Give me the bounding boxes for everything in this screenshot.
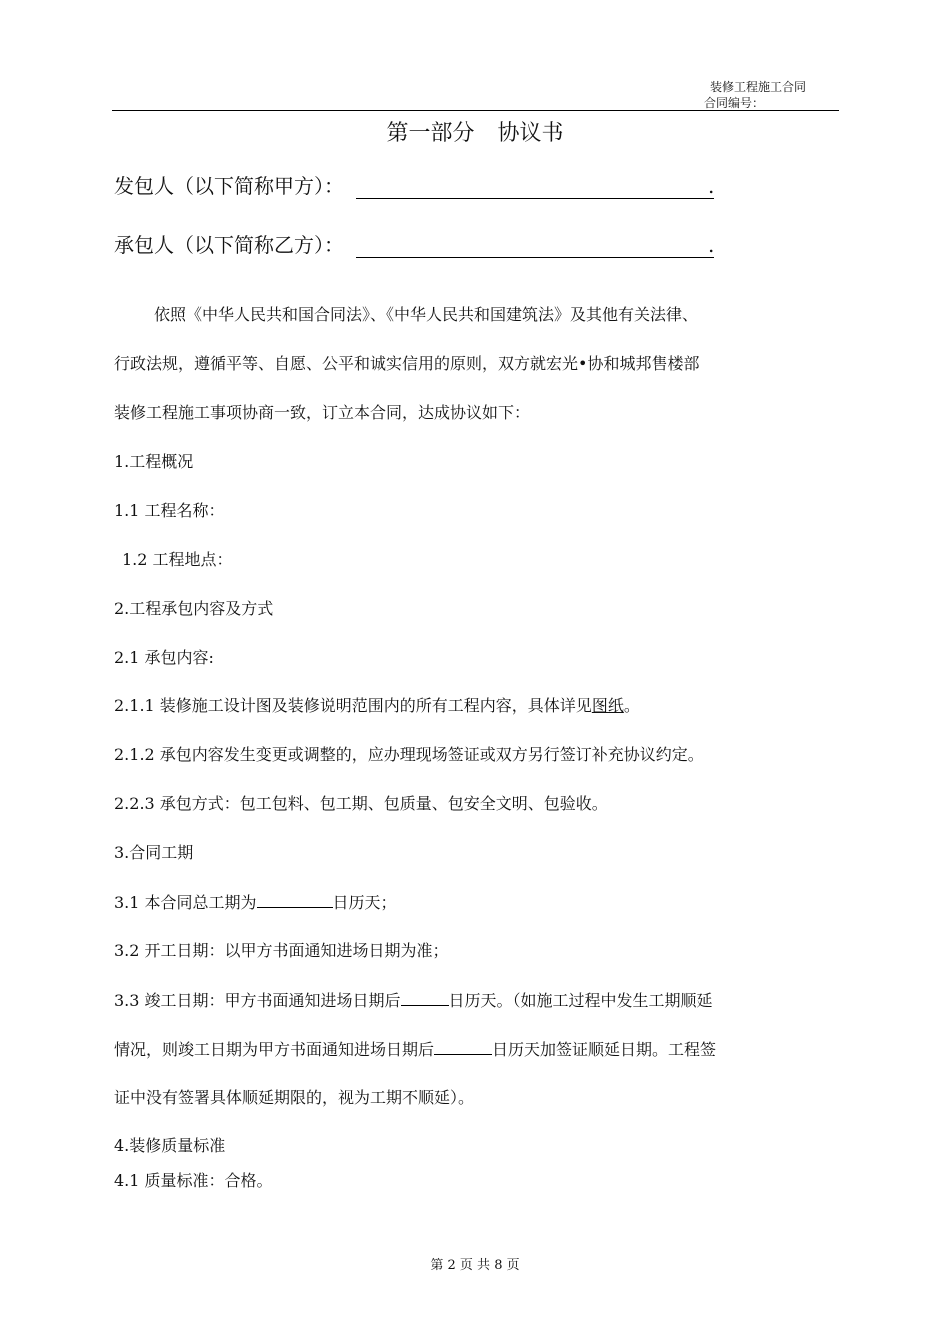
employer-label: 发包人（以下简称甲方）： [114,174,344,198]
section-4-heading: 4.装修质量标准 [114,1136,226,1155]
contractor-row [114,229,714,258]
header-doc-type: 装修工程施工合同 [710,80,807,94]
section-3-1-text: 3.1 本合同总工期为 [114,893,257,912]
intro-line-1: 依照《中华人民共和国合同法》、《中华人民共和国建筑法》及其他有关法律、 [154,305,699,324]
page-title: 第一部分 协议书 [386,121,564,146]
drawings-link[interactable]: 图纸 [591,696,624,715]
contractor-field[interactable] [356,233,714,258]
section-1-heading: 1.工程概况 [114,452,194,471]
employer-row [114,170,714,199]
section-4-1: 4.1 质量标准：合格。 [114,1171,273,1190]
section-2-1-1-text: 2.1.1 装修施工设计图及装修说明范围内的所有工程内容，具体详见 [114,696,592,715]
page-footer: 第 2 页 共 8 页 [430,1258,520,1273]
section-3-2: 3.2 开工日期：以甲方书面通知进场日期为准； [114,941,449,960]
section-2-heading: 2.工程承包内容及方式 [114,599,274,618]
section-2-2-3: 2.2.3 承包方式：包工包料、包工期、包质量、包安全文明、包验收。 [114,794,608,813]
section-3-1-unit: 日历天； [332,893,397,912]
section-3-3-line-2 [114,1036,716,1060]
contractor-end-mark: . [708,233,715,257]
contractor-label: 承包人（以下简称乙方）： [114,233,344,257]
section-1-2: 1.2 工程地点： [122,550,233,569]
section-2-1-2: 2.1.2 承包内容发生变更或调整的，应办理现场签证或双方另行签订补充协议约定。 [114,745,704,764]
intro-line-3: 装修工程施工事项协商一致，订立本合同，达成协议如下： [114,403,531,422]
employer-end-mark: . [708,174,715,198]
extended-days-blank[interactable] [434,1036,492,1055]
section-3-3-line-3: 证中没有签署具体顺延期限的，视为工期不顺延）。 [114,1088,475,1107]
intro-line-2: 行政法规，遵循平等、自愿、公平和诚实信用的原则，双方就宏光•协和城邦售楼部 [114,354,700,373]
section-2-1-1-end: 。 [623,696,640,715]
header-rule [112,110,839,111]
section-3-3-text: 3.3 竣工日期：甲方书面通知进场日期后 [114,991,401,1010]
completion-days-blank[interactable] [401,987,449,1006]
employer-field[interactable] [356,174,714,199]
section-2-1-1 [114,693,640,716]
section-2-1: 2.1 承包内容: [114,648,214,667]
section-1-1: 1.1 工程名称： [114,501,225,520]
header-contract-no: 合同编号： [704,96,765,110]
section-3-3-l2-text-2: 日历天加签证顺延日期。工程签 [492,1040,717,1059]
section-3-3-text-2: 日历天。（如施工过程中发生工期顺延 [448,991,713,1010]
section-3-heading: 3.合同工期 [114,843,194,862]
section-3-3-l2-text: 情况，则竣工日期为甲方书面通知进场日期后 [114,1040,435,1059]
section-3-1 [114,889,397,913]
total-duration-blank[interactable] [257,889,333,908]
section-3-3-line-1 [114,987,713,1011]
